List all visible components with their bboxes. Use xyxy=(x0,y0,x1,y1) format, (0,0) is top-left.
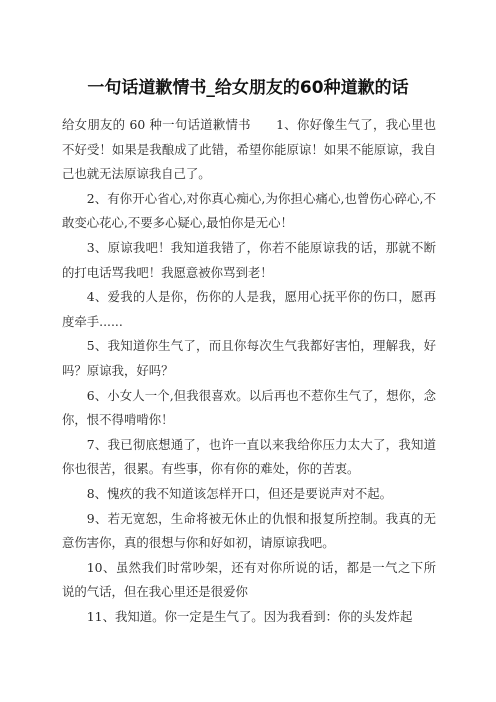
paragraph-6: 6、小女人一个,但我很喜欢。以后再也不惹你生气了，想你，念你，恨不得啃啃你！ xyxy=(62,387,436,428)
paragraph-8: 8、愧疚的我不知道该怎样开口，但还是要说声对不起。 xyxy=(86,485,393,501)
page-title: 一句话道歉情书_给女朋友的60种道歉的话 xyxy=(87,78,409,98)
paragraph-intro: 给女朋友的 60 种一句话道歉情书 1、你好像生气了，我心里也不好受！如果是我酿成了此错，希望你能原谅！如果不能原谅，我自己也就无法原谅我自己了。 xyxy=(62,117,436,182)
paragraph-2: 2、有你开心省心,对你真心痴心,为你担心痛心,也曾伤心碎心,不敢变心花心,不要多心疑心,最怕你是无心！ xyxy=(62,190,436,231)
paragraph-9: 9、若无宽恕，生命将被无休止的仇恨和报复所控制。我真的无意伤害你，真的很想与你和好如初，请原谅我吧。 xyxy=(62,510,436,551)
paragraph-7: 7、我已彻底想通了，也许一直以来我给你压力太大了，我知道你也很苦，很累。有些事，你有你的难处，你的苦衷。 xyxy=(62,436,436,477)
article-body xyxy=(62,113,436,629)
paragraph-3: 3、原谅我吧！我知道我错了，你若不能原谅我的话，那就不断的打电话骂我吧！我愿意被你骂到老！ xyxy=(62,239,436,280)
paragraph-11: 11、我知道。你一定是生气了。因为我看到：你的头发炸起 xyxy=(86,608,413,624)
paragraph-4: 4、爱我的人是你，伤你的人是我，愿用心抚平你的伤口，愿再度牵手...... xyxy=(62,289,436,329)
paragraph-5: 5、我知道你生气了，而且你每次生气我都好害怕，理解我，好吗？原谅我，好吗？ xyxy=(62,338,436,378)
paragraph-10: 10、虽然我们时常吵架，还有对你所说的话，都是一气之下所说的气话，但在我心里还是很爱你 xyxy=(62,559,436,600)
